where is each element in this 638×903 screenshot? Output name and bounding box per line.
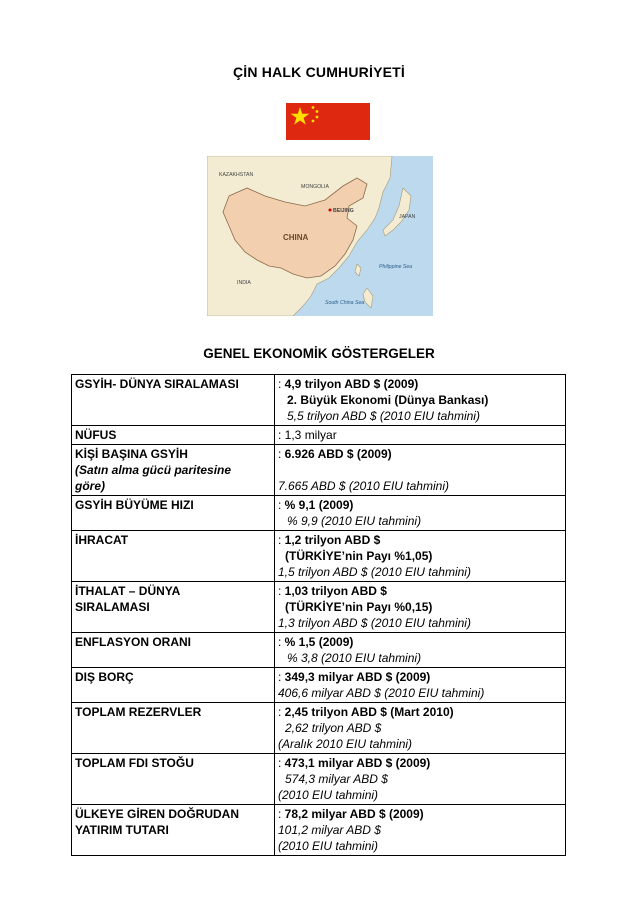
indicator-value-line [278, 513, 562, 529]
value-prefix: : [278, 756, 285, 770]
value-text: 1,3 trilyon ABD $ (2010 EIU tahmini) [278, 616, 471, 630]
indicator-value-line [278, 822, 562, 838]
indicator-value-line [278, 634, 562, 650]
value-text: (TÜRKİYE’nin Payı %0,15) [285, 600, 433, 614]
table-row [72, 754, 566, 805]
indicator-value-line [278, 478, 562, 494]
page-title: ÇİN HALK CUMHURİYETİ [233, 64, 405, 80]
value-text: 2,62 trilyon ABD $ [285, 721, 382, 735]
indicator-label-line: ENFLASYON ORANI [75, 635, 192, 649]
indicator-label [72, 754, 275, 805]
indicator-label-line: GSYİH BÜYÜME HIZI [75, 498, 194, 512]
indicator-value-line [278, 408, 562, 424]
flag-small-star [312, 120, 315, 123]
indicator-value-line [278, 599, 562, 615]
table-row [72, 375, 566, 426]
map-capital-marker [329, 209, 332, 212]
china-flag [286, 103, 370, 140]
value-text: 406,6 milyar ABD $ (2010 EIU tahmini) [278, 686, 485, 700]
value-prefix: : [278, 705, 285, 719]
indicator-value-line [278, 446, 562, 462]
indicator-value-line [278, 532, 562, 548]
indicator-value [275, 703, 566, 754]
indicator-value-line [278, 720, 562, 736]
value-text: (2010 EIU tahmini) [278, 839, 379, 853]
indicator-label-line: İHRACAT [75, 533, 129, 547]
indicator-value-line [278, 615, 562, 631]
indicator-value [275, 375, 566, 426]
indicator-label-line: göre) [75, 479, 105, 493]
indicator-label-line: KİŞİ BAŞINA GSYİH [75, 447, 188, 461]
value-text: 1,03 trilyon ABD $ [284, 584, 387, 598]
table-row [72, 668, 566, 703]
indicator-label-line: YATIRIM TUTARI [75, 823, 169, 837]
table-row [72, 426, 566, 445]
indicator-value-line [278, 704, 562, 720]
value-text: 78,2 milyar ABD $ (2009) [284, 807, 424, 821]
value-text: % 9,9 (2010 EIU tahmini) [287, 514, 422, 528]
indicator-label [72, 496, 275, 531]
value-text: 5,5 trilyon ABD $ (2010 EIU tahmini) [287, 409, 480, 423]
value-text: 1,2 trilyon ABD $ [284, 533, 381, 547]
value-text: 6.926 ABD $ (2009) [284, 447, 392, 461]
value-text: (Aralık 2010 EIU tahmini) [278, 737, 413, 751]
value-text: 349,3 milyar ABD $ (2009) [284, 670, 431, 684]
map-label-beijing: BEIJING [333, 208, 354, 214]
value-text: 574,3 milyar ABD $ [285, 772, 388, 786]
indicator-value [275, 805, 566, 856]
indicator-label [72, 668, 275, 703]
indicators-table [71, 374, 566, 856]
value-text: 7.665 ABD $ (2010 EIU tahmini) [278, 479, 449, 493]
value-prefix: : [278, 533, 285, 547]
indicator-label [72, 805, 275, 856]
indicator-label [72, 375, 275, 426]
value-prefix: : [278, 635, 285, 649]
indicator-value-line [278, 736, 562, 752]
indicator-label-line: (Satın alma gücü paritesine [75, 463, 232, 477]
china-map [207, 156, 433, 316]
map-label-japan: JAPAN [399, 214, 416, 220]
indicator-value-line [278, 787, 562, 803]
flag-field [286, 103, 370, 140]
table-row [72, 805, 566, 856]
indicator-label [72, 703, 275, 754]
value-text: 473,1 milyar ABD $ (2009) [284, 756, 431, 770]
indicator-label-line: TOPLAM FDI STOĞU [75, 756, 194, 770]
indicator-value-line [278, 564, 562, 580]
value-prefix: : [278, 447, 285, 461]
indicator-value-line [278, 669, 562, 685]
flag-small-star [312, 106, 315, 109]
indicator-value [275, 445, 566, 496]
indicator-label [72, 445, 275, 496]
value-prefix: : [278, 670, 285, 684]
indicator-label-line: GSYİH- DÜNYA SIRALAMASI [75, 377, 239, 391]
indicator-label-line: İTHALAT – DÜNYA [75, 584, 181, 598]
value-text: (2010 EIU tahmini) [278, 788, 379, 802]
value-prefix: : [278, 498, 285, 512]
indicator-value [275, 531, 566, 582]
table-row [72, 633, 566, 668]
indicator-label-line: TOPLAM REZERVLER [75, 705, 202, 719]
table-row [72, 496, 566, 531]
value-text: 101,2 milyar ABD $ [278, 823, 381, 837]
value-text: 2. Büyük Ekonomi (Dünya Bankası) [287, 393, 489, 407]
indicator-label [72, 531, 275, 582]
indicator-value [275, 426, 566, 445]
indicator-value-line [278, 771, 562, 787]
section-subtitle: GENEL EKONOMİK GÖSTERGELER [203, 346, 435, 361]
value-text: % 9,1 (2009) [284, 498, 354, 512]
map-label-mongolia: MONGOLIA [301, 184, 329, 190]
indicator-label-line: DIŞ BORÇ [75, 670, 134, 684]
indicator-value [275, 496, 566, 531]
map-label-india: INDIA [237, 280, 251, 286]
indicator-value-line [278, 685, 562, 701]
value-text: 2,45 trilyon ABD $ (Mart 2010) [284, 705, 454, 719]
value-text [278, 463, 281, 477]
value-prefix: : [278, 807, 285, 821]
flag-small-star [316, 116, 319, 119]
value-text: % 1,5 (2009) [284, 635, 354, 649]
table-row [72, 531, 566, 582]
indicator-value [275, 668, 566, 703]
indicator-value-line [278, 392, 562, 408]
indicator-value-line [278, 755, 562, 771]
indicator-value-line [278, 650, 562, 666]
table-row [72, 703, 566, 754]
indicator-label [72, 426, 275, 445]
map-label-kazakhstan: KAZAKHSTAN [219, 172, 254, 178]
table-row [72, 582, 566, 633]
indicator-label [72, 582, 275, 633]
indicator-value-line [278, 376, 562, 392]
value-text: % 3,8 (2010 EIU tahmini) [287, 651, 422, 665]
value-prefix: : [278, 584, 285, 598]
indicator-value-line [278, 427, 562, 443]
indicator-label-line: NÜFUS [75, 428, 117, 442]
indicator-value-line [278, 548, 562, 564]
indicator-value [275, 582, 566, 633]
indicator-value-line [278, 583, 562, 599]
indicator-value-line [278, 462, 562, 478]
table-row [72, 445, 566, 496]
map-label-china: CHINA [283, 233, 309, 242]
indicator-label-line: SIRALAMASI [75, 600, 150, 614]
value-text: 1,3 milyar [284, 428, 337, 442]
map-label-philippine-sea: Philippine Sea [379, 264, 413, 270]
indicator-value-line [278, 497, 562, 513]
value-prefix: : [278, 377, 285, 391]
indicator-value-line [278, 838, 562, 854]
value-text: 1,5 trilyon ABD $ (2010 EIU tahmini) [278, 565, 471, 579]
indicator-label [72, 633, 275, 668]
indicator-value [275, 633, 566, 668]
flag-small-star [316, 110, 319, 113]
value-text: 4,9 trilyon ABD $ (2009) [284, 377, 419, 391]
indicator-value-line [278, 806, 562, 822]
value-prefix: : [278, 428, 285, 442]
indicator-label-line: ÜLKEYE GİREN DOĞRUDAN [75, 807, 240, 821]
value-text: (TÜRKİYE’nin Payı %1,05) [285, 549, 433, 563]
indicator-value [275, 754, 566, 805]
map-label-south-china-sea: South China Sea [325, 300, 365, 306]
